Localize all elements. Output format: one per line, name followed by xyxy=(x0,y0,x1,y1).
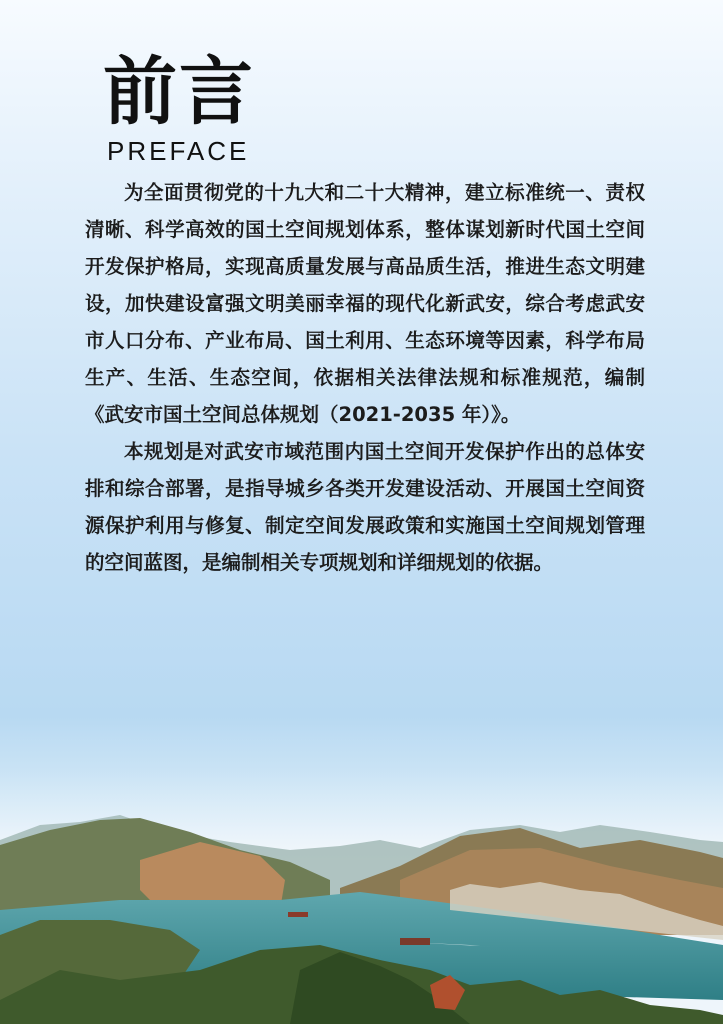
paragraph-2: 本规划是对武安市域范围内国土空间开发保护作出的总体安排和综合部署，是指导城乡各类开发建设活动、开展国土空间资源保护利用与修复、制定空间发展政策和实施国土空间规划管理的空间蓝图，是编制相关专项规划和详细规划的依据。 xyxy=(85,440,645,574)
landscape-illustration xyxy=(0,770,723,1024)
page-subtitle: PREFACE xyxy=(107,136,250,166)
boat xyxy=(400,938,430,945)
small-boat xyxy=(288,912,308,917)
paragraph-1: 为全面贯彻党的十九大和二十大精神，建立标准统一、责权清晰、科学高效的国土空间规划体系，整体谋划新时代国土空间开发保护格局，实现高质量发展与高品质生活，推进生态文明建设，加快建设富强文明美丽幸福的现代化新武安，综合考虑武安市人口分布、产业布局、国土利用、生态环境等因素，科学布局生产、生活、生态空间，依据相关法律法规和标准规范，编制《武安市国土空间总体规划（2021-2035 年）》。 xyxy=(85,181,645,426)
preface-body xyxy=(85,174,645,581)
page-title: 前言 xyxy=(103,49,255,135)
